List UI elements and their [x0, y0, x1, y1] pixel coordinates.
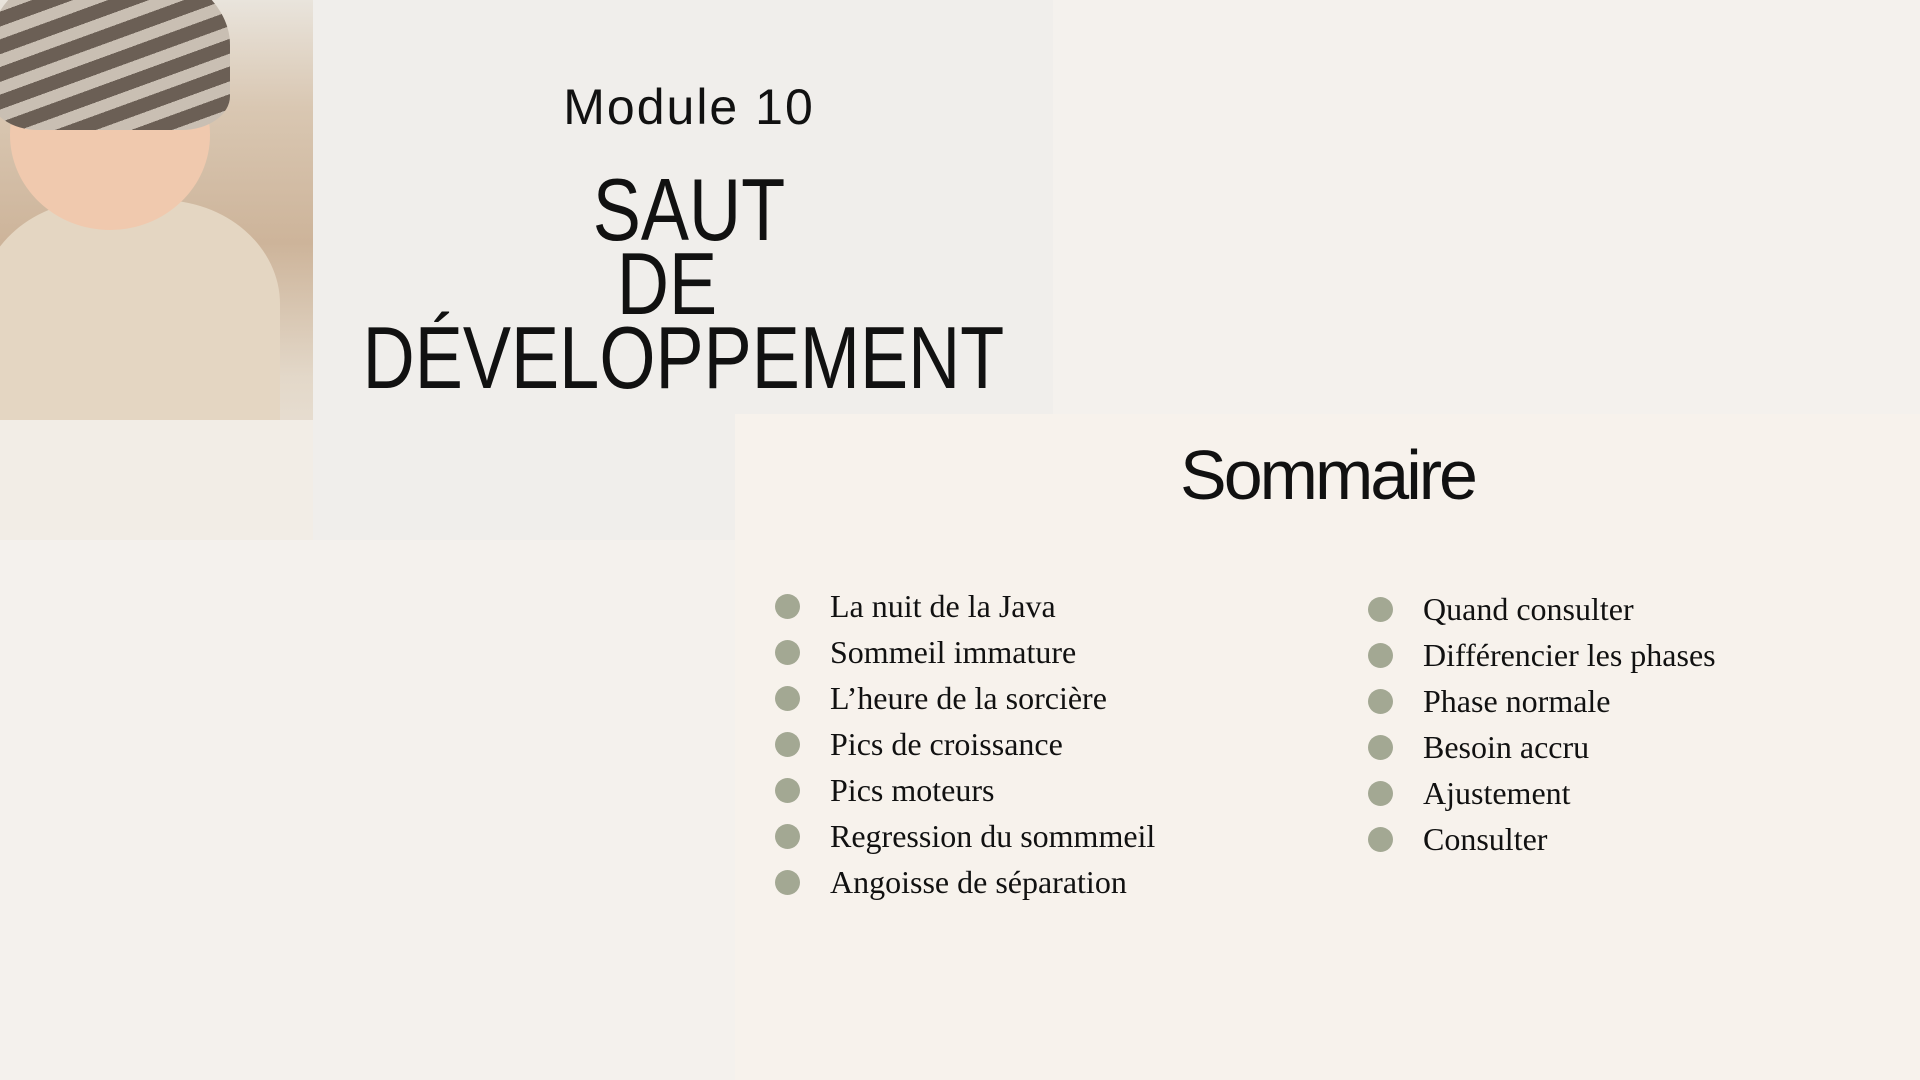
summary-item-label: Ajustement	[1423, 775, 1571, 811]
summary-list-item	[1368, 729, 1589, 766]
summary-list-item	[775, 818, 1155, 855]
summary-list-item	[1368, 775, 1571, 812]
summary-list-item	[775, 588, 1056, 625]
bullet-icon	[775, 870, 800, 895]
bullet-icon	[775, 732, 800, 757]
bullet-icon	[775, 640, 800, 665]
summary-item-label: Regression du sommmeil	[830, 818, 1156, 854]
summary-item-label: Angoisse de séparation	[830, 864, 1127, 900]
summary-item-label: L’heure de la sorcière	[830, 680, 1107, 716]
summary-item-label: Différencier les phases	[1423, 637, 1716, 673]
summary-list-item	[775, 864, 1127, 901]
bullet-icon	[1368, 735, 1393, 760]
title-line-3: DÉVELOPPEMENT	[362, 308, 1005, 407]
photo-fur-shape	[0, 420, 313, 540]
title-line-1: SAUT	[592, 160, 786, 259]
summary-item-label: Quand consulter	[1423, 591, 1634, 627]
bullet-icon	[1368, 827, 1393, 852]
summary-item-label: Besoin accru	[1423, 729, 1590, 765]
bullet-icon	[775, 686, 800, 711]
bullet-icon	[1368, 597, 1393, 622]
summary-list-item	[775, 680, 1107, 717]
summary-list-item	[1368, 683, 1611, 720]
summary-list-item	[1368, 591, 1634, 628]
bullet-icon	[775, 594, 800, 619]
summary-title: Sommaire	[1180, 436, 1475, 514]
title-line-2: DE	[616, 234, 718, 333]
bullet-icon	[775, 824, 800, 849]
module-label: Module 10	[563, 79, 815, 135]
summary-item-label: La nuit de la Java	[830, 588, 1056, 624]
summary-item-label: Phase normale	[1423, 683, 1611, 719]
summary-list-item	[1368, 821, 1547, 858]
photo-hat-shape	[0, 0, 230, 130]
summary-list-item	[775, 772, 994, 809]
summary-item-label: Consulter	[1423, 821, 1548, 857]
bullet-icon	[1368, 689, 1393, 714]
summary-list-item	[775, 726, 1063, 763]
baby-photo	[0, 0, 313, 540]
bullet-icon	[1368, 643, 1393, 668]
summary-list-item	[775, 634, 1076, 671]
summary-item-label: Pics de croissance	[830, 726, 1063, 762]
bullet-icon	[775, 778, 800, 803]
bullet-icon	[1368, 781, 1393, 806]
summary-list-item	[1368, 637, 1716, 674]
summary-item-label: Sommeil immature	[830, 634, 1077, 670]
summary-item-label: Pics moteurs	[830, 772, 995, 808]
